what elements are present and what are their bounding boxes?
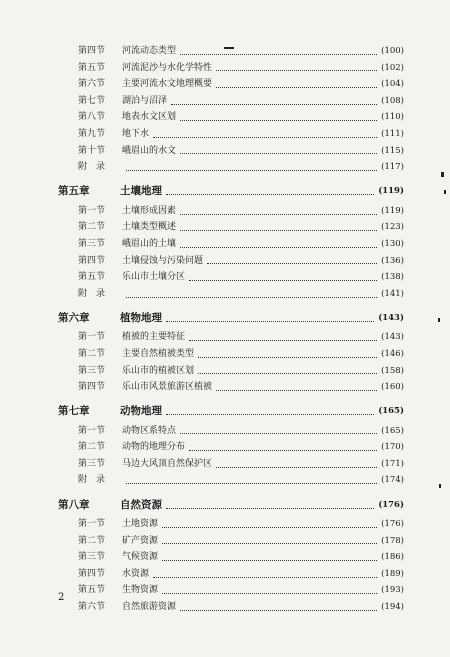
toc-entry-title: 河流动态类型 (122, 46, 177, 56)
toc-section-entry (58, 76, 404, 93)
dot-leader (153, 137, 377, 138)
toc-entry-page: (189) (381, 568, 404, 579)
toc-section-entry (58, 363, 404, 380)
toc-entry-number: 附 录 (78, 475, 106, 486)
toc-entry-page: (100) (381, 46, 404, 56)
toc-entry-page: (141) (381, 288, 404, 299)
toc-entry-number: 第二节 (78, 535, 106, 546)
toc-section-entry (58, 456, 404, 473)
dot-leader (162, 593, 377, 594)
toc-entry-title: 土壤地理 (120, 185, 162, 198)
toc-entry-number: 第一节 (78, 519, 106, 530)
toc-entry-title: 峨眉山的水文 (122, 145, 177, 156)
dot-leader (180, 54, 377, 55)
scan-mark-right-2 (444, 190, 446, 194)
toc-entry-page: (110) (381, 112, 404, 123)
toc-entry-number: 第二节 (78, 348, 106, 359)
toc-section-entry (58, 93, 404, 110)
toc-entry-page: (138) (381, 272, 404, 283)
dot-leader (180, 120, 377, 121)
toc-section-entry (58, 60, 404, 77)
toc-entry-page: (165) (381, 425, 404, 436)
toc-entry-number: 第六节 (78, 79, 106, 90)
toc-entry-number: 第二节 (78, 222, 106, 233)
toc-section-entry (58, 346, 404, 363)
toc-entry-page: (119) (381, 205, 404, 216)
toc-section-entry (58, 253, 404, 270)
toc-section-entry (58, 533, 404, 550)
toc-entry-number: 第七节 (78, 95, 106, 106)
toc-entry-title: 乐山市风景旅游区植被 (122, 382, 213, 393)
toc-entry-page: (186) (381, 552, 404, 563)
toc-section-entry (58, 549, 404, 566)
toc-entry-number: 第八章 (58, 498, 90, 511)
toc-entry-page: (123) (381, 222, 404, 233)
toc-entry-title: 自然旅游资源 (122, 602, 177, 613)
toc-entry-page: (160) (381, 382, 404, 393)
dot-leader (216, 87, 377, 88)
toc-section-entry (58, 143, 404, 160)
toc-entry-title: 植物地理 (120, 312, 162, 325)
toc-entry-title: 地下水 (122, 128, 150, 139)
dot-leader (216, 70, 377, 71)
toc-entry-page: (119) (378, 186, 404, 197)
dot-leader (180, 247, 377, 248)
toc-entry-page: (117) (381, 162, 404, 173)
toc-entry-page: (194) (381, 602, 404, 613)
toc-entry-page: (143) (378, 313, 404, 324)
toc-entry-title: 动物的地理分布 (122, 442, 186, 453)
page-number: 2 (58, 592, 65, 603)
toc-entry-number: 第五节 (78, 62, 106, 73)
toc-entry-title: 土壤类型概述 (122, 222, 177, 233)
toc-section-entry (58, 126, 404, 143)
toc-entry-number: 第十节 (78, 145, 106, 156)
toc-entry-number: 第六章 (58, 312, 90, 325)
toc-entry-page: (170) (381, 442, 404, 453)
toc-entry-title: 动物地理 (120, 405, 162, 418)
toc-section-entry (58, 379, 404, 396)
toc-entry-number: 第二节 (78, 442, 106, 453)
toc-section-entry (58, 269, 404, 286)
table-of-contents (58, 43, 404, 616)
dot-leader (207, 263, 377, 264)
toc-entry-title: 马边大风顶自然保护区 (122, 458, 213, 469)
dot-leader (153, 577, 377, 578)
toc-entry-page: (176) (381, 519, 404, 530)
toc-entry-title: 主要河流水文地理概要 (122, 79, 213, 90)
toc-chapter-entry (58, 401, 404, 423)
toc-entry-page: (158) (381, 365, 404, 376)
toc-entry-number: 第七章 (58, 405, 90, 418)
toc-entry-title: 土壤侵蚀与污染问题 (122, 255, 204, 266)
toc-entry-number: 第三节 (78, 458, 106, 469)
toc-entry-number: 第一节 (78, 332, 106, 343)
toc-entry-page: (108) (381, 95, 404, 106)
toc-chapter-entry (58, 494, 404, 516)
toc-entry-number: 第五章 (58, 185, 90, 198)
dot-leader (189, 340, 377, 341)
toc-entry-page: (143) (381, 332, 404, 343)
toc-entry-number: 第三节 (78, 552, 106, 563)
toc-section-entry (58, 566, 404, 583)
toc-entry-page: (136) (381, 255, 404, 266)
toc-entry-number: 附 录 (78, 162, 106, 173)
toc-entry-number: 第四节 (78, 46, 106, 56)
toc-entry-title: 乐山市的植被区划 (122, 365, 195, 376)
toc-entry-number: 第四节 (78, 382, 106, 393)
toc-entry-number: 第四节 (78, 255, 106, 266)
dot-leader (162, 527, 377, 528)
toc-section-entry (58, 219, 404, 236)
dot-leader (216, 467, 377, 468)
dot-leader (180, 610, 377, 611)
toc-section-entry (58, 516, 404, 533)
toc-entry-number: 附 录 (78, 288, 106, 299)
scan-mark-right-3 (438, 318, 440, 322)
dot-leader (162, 560, 377, 561)
dot-leader (189, 280, 377, 281)
toc-entry-title: 地表水文区划 (122, 112, 177, 123)
toc-entry-number: 第五节 (78, 585, 106, 596)
toc-entry-page: (146) (381, 348, 404, 359)
toc-section-entry (58, 109, 404, 126)
toc-entry-page: (130) (381, 238, 404, 249)
toc-chapter-entry (58, 181, 404, 203)
dot-leader (189, 450, 377, 451)
toc-entry-page: (115) (381, 145, 404, 156)
dot-leader (180, 214, 377, 215)
dot-leader (126, 297, 377, 298)
dot-leader (166, 194, 374, 195)
toc-entry-number: 第一节 (78, 425, 106, 436)
scan-mark-right-4 (439, 484, 441, 488)
toc-section-entry (58, 203, 404, 220)
toc-entry-title: 植被的主要特征 (122, 332, 186, 343)
toc-section-entry (58, 236, 404, 253)
toc-entry-page: (171) (381, 458, 404, 469)
toc-entry-title: 矿产资源 (122, 535, 159, 546)
toc-entry-number: 第八节 (78, 112, 106, 123)
toc-section-entry (58, 472, 404, 489)
toc-section-entry (58, 582, 404, 599)
dot-leader (166, 321, 374, 322)
toc-entry-number: 第九节 (78, 128, 106, 139)
toc-section-entry (58, 329, 404, 346)
dot-leader (162, 543, 377, 544)
toc-entry-number: 第五节 (78, 272, 106, 283)
toc-entry-page: (111) (381, 128, 404, 139)
toc-entry-page: (174) (381, 475, 404, 486)
toc-entry-title: 水资源 (122, 568, 150, 579)
dot-leader (216, 390, 377, 391)
toc-entry-title: 峨眉山的土壤 (122, 238, 177, 249)
toc-section-entry (58, 159, 404, 176)
toc-entry-page: (104) (381, 79, 404, 90)
toc-entry-title: 动物区系特点 (122, 425, 177, 436)
dot-leader (171, 104, 377, 105)
toc-section-entry (58, 423, 404, 440)
toc-entry-title: 自然资源 (120, 498, 162, 511)
dot-leader (166, 414, 374, 415)
dot-leader (180, 433, 377, 434)
dot-leader (126, 170, 377, 171)
toc-entry-number: 第三节 (78, 238, 106, 249)
dot-leader (198, 373, 377, 374)
toc-entry-page: (102) (381, 62, 404, 73)
dot-leader (180, 153, 377, 154)
dot-leader (166, 508, 374, 509)
scan-mark-right-1 (441, 172, 444, 177)
toc-entry-title: 乐山市土壤分区 (122, 272, 186, 283)
toc-entry-number: 第六节 (78, 602, 106, 613)
toc-entry-page: (165) (378, 406, 404, 417)
toc-section-entry (58, 599, 404, 616)
toc-entry-page: (176) (378, 499, 404, 510)
toc-section-entry (58, 439, 404, 456)
toc-entry-title: 土地资源 (122, 519, 159, 530)
toc-entry-title: 气候资源 (122, 552, 159, 563)
toc-entry-page: (193) (381, 585, 404, 596)
toc-entry-title: 土壤形成因素 (122, 205, 177, 216)
toc-entry-title: 河流泥沙与水化学特性 (122, 62, 213, 73)
toc-section-entry (58, 286, 404, 303)
toc-entry-number: 第一节 (78, 205, 106, 216)
toc-chapter-entry (58, 307, 404, 329)
toc-entry-number: 第三节 (78, 365, 106, 376)
toc-entry-title: 主要自然植被类型 (122, 348, 195, 359)
toc-entry-number: 第四节 (78, 568, 106, 579)
toc-section-entry (58, 43, 404, 60)
toc-entry-title: 湖泊与沼泽 (122, 95, 168, 106)
dot-leader (126, 483, 377, 484)
dot-leader (180, 230, 377, 231)
toc-entry-title: 生物资源 (122, 585, 159, 596)
dot-leader (198, 357, 377, 358)
toc-entry-page: (178) (381, 535, 404, 546)
